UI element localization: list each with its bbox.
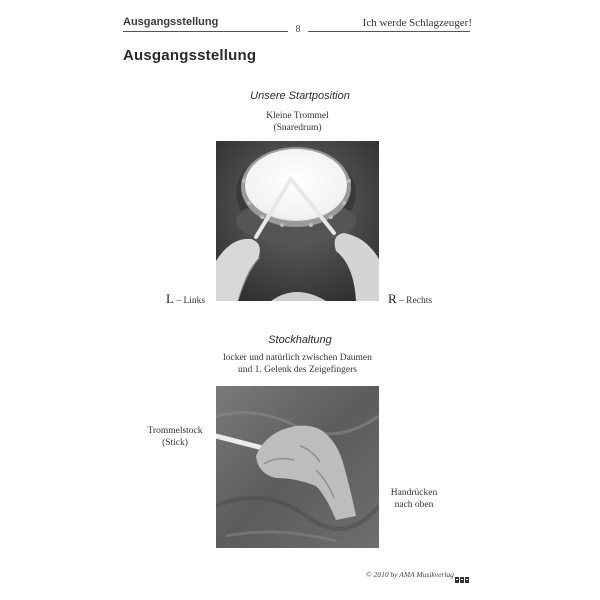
copyright-footer: © 2010 by AMA Musikverlag: [366, 570, 454, 579]
grip-caption: [0, 352, 595, 376]
ama-logo-icon: [455, 570, 469, 576]
snaredrum-photo: [216, 141, 379, 301]
left-text: – Links: [173, 296, 206, 306]
hand-back-label-line1: Handrücken: [390, 488, 438, 498]
header-left-title: Ausgangsstellung: [123, 16, 219, 28]
grip-caption-line2: und 1. Gelenk des Zeigefingers: [238, 365, 357, 375]
header-right-title: Ich werde Schlagzeuger!: [362, 17, 472, 29]
right-letter: R: [388, 291, 397, 306]
stick-grip-illustration: [216, 386, 379, 548]
snare-caption-line1: Kleine Trommel: [266, 111, 329, 121]
stick-label: [140, 425, 210, 449]
left-hand-label: [166, 290, 205, 308]
left-letter: L: [166, 291, 174, 306]
section-title-stockhaltung: Stockhaltung: [268, 334, 332, 346]
stick-label-line2: (Stick): [162, 438, 188, 448]
hand-back-label: [384, 487, 444, 511]
snaredrum-illustration: [216, 141, 379, 301]
page-title: Ausgangsstellung: [123, 47, 257, 64]
ama-logo-svg: [455, 577, 469, 583]
grip-caption-line1: locker und natürlich zwischen Daumen: [223, 353, 372, 363]
right-text: – Rechts: [396, 296, 433, 306]
header-rule-right: [308, 31, 470, 32]
stick-grip-photo: [216, 386, 379, 548]
page-number: 8: [291, 24, 305, 35]
snare-caption: [0, 110, 595, 134]
section-title-startposition: Unsere Startposition: [250, 90, 350, 102]
header-rule-left: [123, 31, 288, 32]
right-hand-label: [388, 290, 432, 308]
hand-back-label-line2: nach oben: [394, 500, 434, 510]
snare-caption-line2: (Snaredrum): [273, 123, 322, 133]
stick-label-line1: Trommelstock: [147, 426, 203, 436]
